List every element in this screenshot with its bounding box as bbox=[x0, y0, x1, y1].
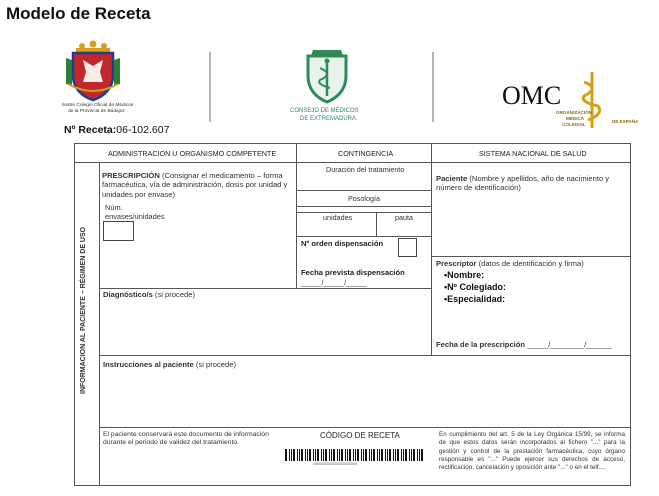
barcode-bar bbox=[297, 449, 298, 461]
barcode-bar bbox=[285, 449, 287, 461]
prescriptor-text bbox=[436, 259, 584, 268]
center-logo-caption-1: CONSEJO DE MÉDICOS bbox=[290, 108, 359, 114]
prescripcion-text bbox=[102, 171, 290, 199]
instrucciones-text bbox=[103, 360, 236, 369]
barcode-bar bbox=[421, 449, 423, 461]
barcode-bar bbox=[299, 449, 300, 461]
barcode-bar bbox=[345, 449, 346, 461]
paciente-instructions: (Nombre y apellidos, año de nacimiento y número de identificación) bbox=[436, 174, 610, 193]
barcode-bar bbox=[321, 449, 322, 461]
codigo-receta-label: CÓDIGO DE RECETA bbox=[320, 431, 400, 440]
omc-sub-2: MÉDICA bbox=[566, 116, 585, 121]
orden-dispensacion-label: Nº orden dispensación bbox=[301, 239, 384, 248]
paciente-text bbox=[436, 174, 626, 193]
barcode-bar bbox=[397, 449, 399, 461]
barcode-bar bbox=[347, 449, 348, 461]
pauta-label: pauta bbox=[395, 213, 413, 222]
footer-left-text: El paciente conservará este documento de información durante el periodo de validez del tratamiento. bbox=[103, 431, 269, 447]
barcode-bar bbox=[309, 449, 311, 461]
side-label: INFORMACION AL PACIENTE – RÉGIMEN DE USO bbox=[80, 226, 87, 394]
prescriptor-especialidad: •Especialidad: bbox=[444, 294, 506, 304]
diagnostico-instructions: (si procede) bbox=[154, 290, 196, 299]
barcode-bar bbox=[371, 449, 372, 461]
diagnostico-text bbox=[103, 290, 195, 299]
barcode-bar bbox=[363, 449, 364, 461]
unidades-label: unidades bbox=[323, 213, 353, 222]
barcode-bar bbox=[419, 449, 420, 461]
barcode-bar bbox=[381, 449, 383, 461]
logo-separator bbox=[432, 52, 434, 122]
barcode-bar bbox=[377, 449, 378, 461]
barcode-bar bbox=[291, 449, 292, 461]
barcode-bar bbox=[289, 449, 290, 461]
badajoz-coat-of-arms-logo bbox=[58, 40, 134, 124]
barcode-bar bbox=[313, 449, 314, 461]
barcode-bar bbox=[387, 449, 388, 461]
footer-legal-text: En cumplimiento del art. 5 de la Ley Orgánica 15/99, se informa de que estos datos serán incorporados al fichero "..." para la gestión y control de la prestación farmacéutica, cuyo órgano responsable es "..." Puede ejercer sus derechos de acceso, rectificación, cancelación y oposición ante "..." o en el telf.... bbox=[439, 431, 625, 472]
page-title: Modelo de Receta bbox=[6, 4, 151, 23]
orden-dispensacion-input[interactable] bbox=[398, 238, 417, 257]
prescriptor-label: Prescriptor bbox=[436, 259, 477, 268]
omc-sub-1: ORGANIZACIÓN bbox=[556, 110, 592, 115]
envases-label: envases/unidades bbox=[105, 212, 165, 221]
barcode-bar bbox=[417, 449, 418, 461]
barcode-bar bbox=[389, 449, 391, 461]
omc-sub-3: COLEGIAL bbox=[562, 122, 586, 127]
center-logo-caption-2: DE EXTREMADURA bbox=[300, 116, 357, 122]
fecha-prescripcion-blank[interactable]: _____/________/______ bbox=[527, 340, 612, 349]
barcode-bar bbox=[341, 449, 343, 461]
left-logo-caption-1: Ilustre Colegio Oficial de Médicos bbox=[62, 103, 134, 108]
barcode bbox=[285, 449, 425, 461]
barcode-bar bbox=[361, 449, 362, 461]
barcode-bar bbox=[353, 449, 354, 461]
prescripcion-label: PRESCRIPCIÓN bbox=[102, 171, 160, 180]
barcode-bar bbox=[305, 449, 306, 461]
barcode-bar bbox=[385, 449, 386, 461]
medical-shield-icon bbox=[282, 46, 372, 106]
barcode-bar bbox=[355, 449, 356, 461]
instrucciones-label: Instrucciones al paciente bbox=[103, 360, 194, 369]
barcode-bar bbox=[395, 449, 396, 461]
barcode-bar bbox=[379, 449, 380, 461]
barcode-bar bbox=[411, 449, 412, 461]
prescriptor-colegiado: •Nº Colegiado: bbox=[444, 282, 506, 292]
prescripcion-instructions: (Consignar el medicamento – forma farmacéutica, vía de administración, dosis por unidad y unidades por envase) bbox=[102, 171, 288, 199]
fecha-prescripcion-label: Fecha de la prescripción bbox=[436, 340, 526, 349]
paciente-label: Paciente bbox=[436, 174, 468, 183]
barcode-bar bbox=[329, 449, 330, 461]
prescriptor-nombre: •Nombre: bbox=[444, 270, 485, 280]
barcode-bar bbox=[393, 449, 394, 461]
header-contingencia: CONTINGENCIA bbox=[338, 149, 394, 158]
barcode-bar bbox=[373, 449, 375, 461]
barcode-bar bbox=[369, 449, 370, 461]
header-administracion: ADMINISTRACION U ORGANISMO COMPETENTE bbox=[108, 149, 277, 158]
barcode-bar bbox=[315, 449, 316, 461]
coat-of-arms-icon bbox=[58, 40, 128, 102]
consejo-medicos-extremadura-logo bbox=[282, 46, 372, 126]
fecha-prescripcion bbox=[436, 340, 612, 349]
header-sistema-nacional: SISTEMA NACIONAL DE SALUD bbox=[479, 149, 587, 158]
logo-separator bbox=[209, 52, 211, 122]
envases-input[interactable] bbox=[103, 221, 134, 241]
barcode-digits: 0000000000000000000000 bbox=[313, 462, 357, 466]
barcode-bar bbox=[349, 449, 351, 461]
barcode-bar bbox=[405, 449, 407, 461]
barcode-bar bbox=[325, 449, 327, 461]
barcode-bar bbox=[409, 449, 410, 461]
barcode-bar bbox=[331, 449, 332, 461]
barcode-bar bbox=[365, 449, 367, 461]
omc-logo bbox=[500, 68, 650, 134]
barcode-bar bbox=[317, 449, 319, 461]
barcode-bar bbox=[337, 449, 338, 461]
fecha-prevista-blank[interactable]: _____/_____/_____ bbox=[301, 278, 367, 287]
barcode-bar bbox=[293, 449, 295, 461]
left-logo-caption-2: de la Provincia de Badajoz bbox=[68, 109, 125, 114]
barcode-bar bbox=[307, 449, 308, 461]
prescription-form bbox=[74, 143, 631, 486]
num-label: Núm. bbox=[105, 203, 123, 212]
barcode-bar bbox=[301, 449, 303, 461]
barcode-bar bbox=[339, 449, 340, 461]
omc-logo-text: OMC bbox=[502, 81, 562, 110]
barcode-bar bbox=[403, 449, 404, 461]
barcode-bar bbox=[413, 449, 415, 461]
prescriptor-instructions: (datos de identificación y firma) bbox=[478, 259, 584, 268]
barcode-bar bbox=[333, 449, 335, 461]
posologia-label: Posología bbox=[348, 194, 380, 203]
barcode-bar bbox=[323, 449, 324, 461]
receta-number-label: Nº Receta: bbox=[64, 124, 117, 136]
instrucciones-instructions: (si procede) bbox=[195, 360, 236, 369]
receta-number-value: 06-102.607 bbox=[116, 124, 170, 136]
diagnostico-label: Diagnóstico/s bbox=[103, 290, 153, 299]
omc-sub-4: DE ESPAÑA bbox=[612, 119, 639, 124]
barcode-bar bbox=[357, 449, 359, 461]
receta-number bbox=[64, 124, 169, 136]
duracion-label: Duración del tratamiento bbox=[326, 165, 405, 174]
fecha-prevista-label: Fecha prevista dispensación bbox=[301, 268, 405, 277]
barcode-bar bbox=[401, 449, 402, 461]
